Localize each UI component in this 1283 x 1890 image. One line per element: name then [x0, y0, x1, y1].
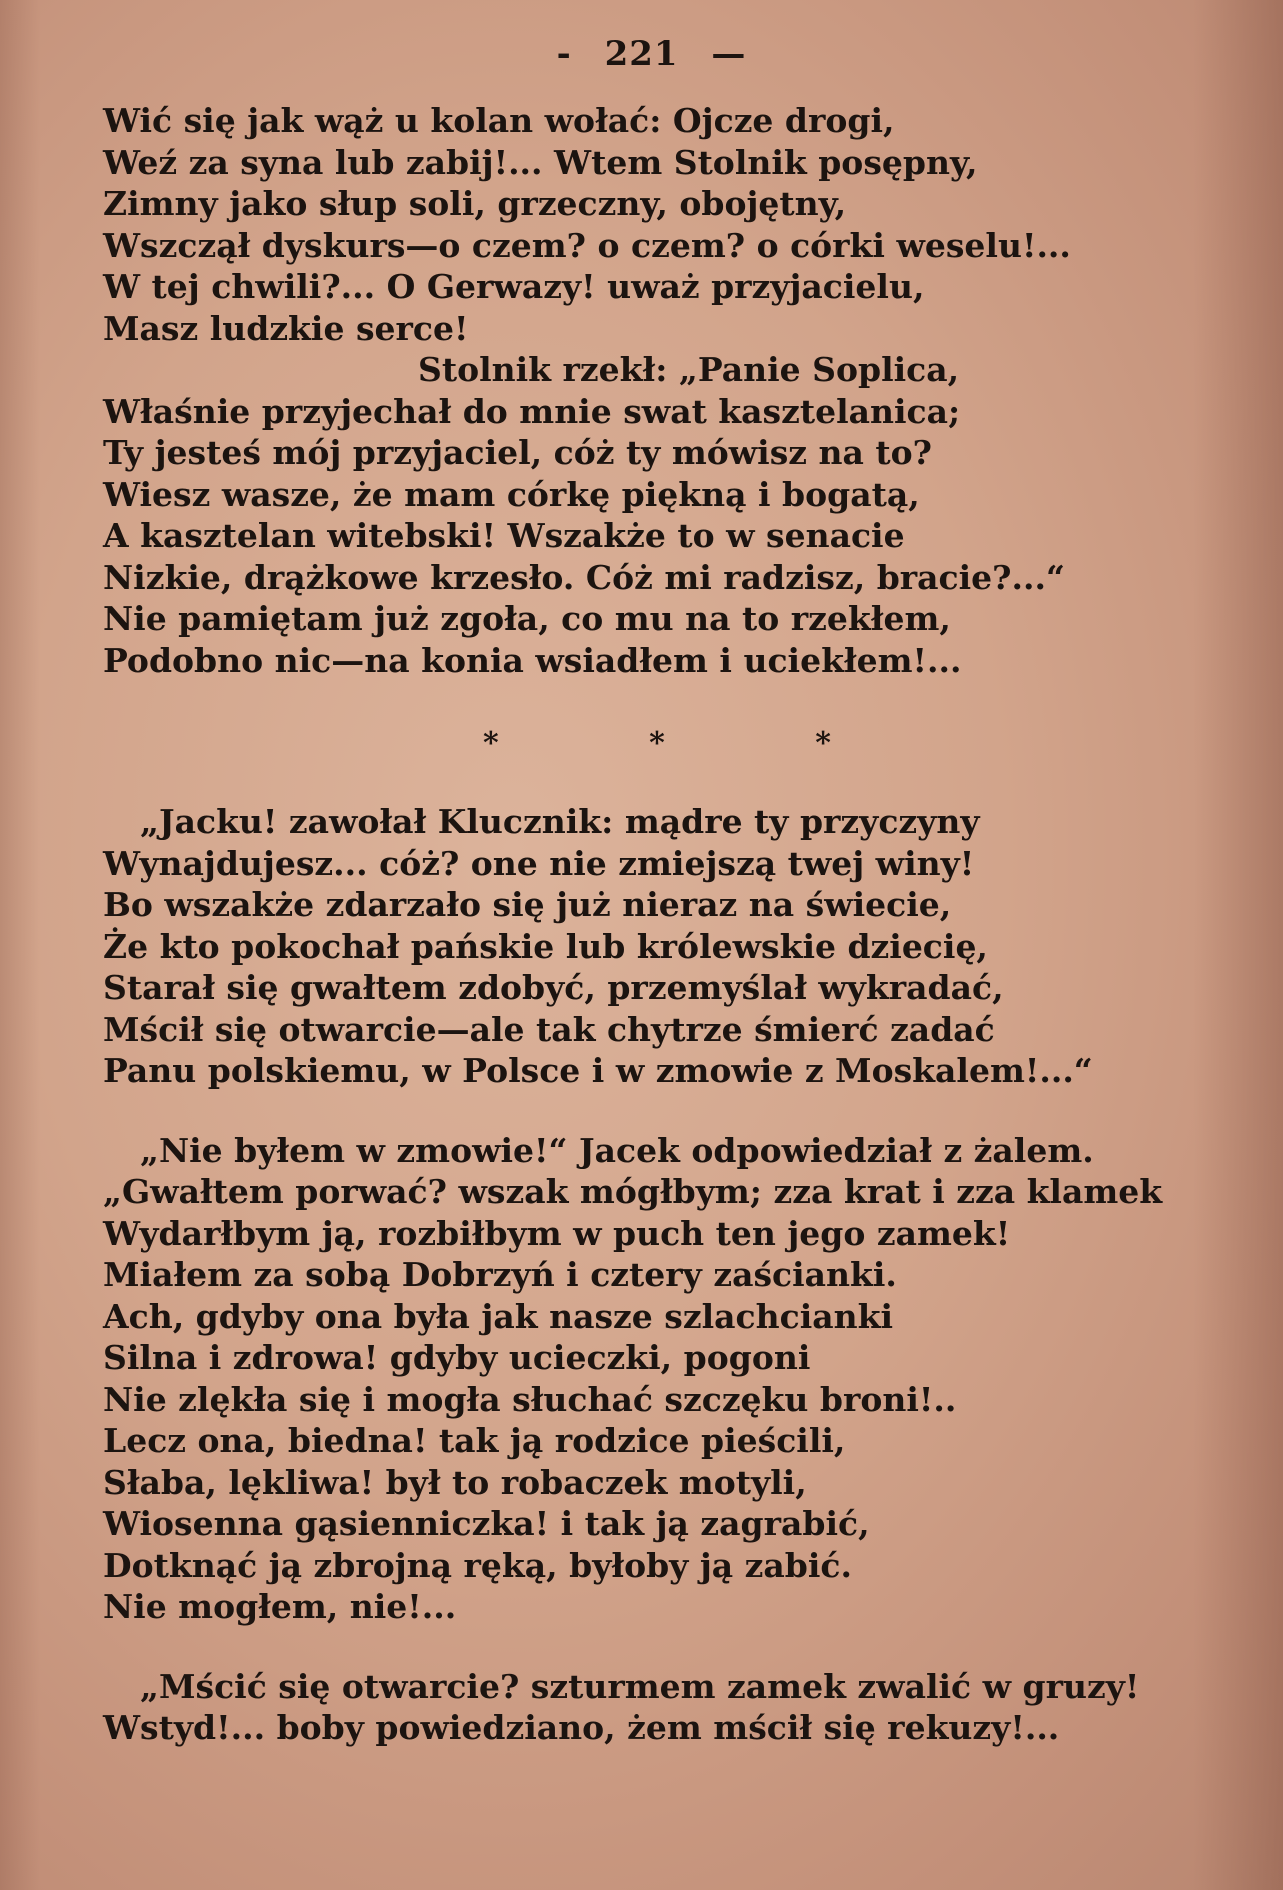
verse-line: Lecz ona, biedna! tak ją rodzice pieścili, — [103, 1421, 846, 1460]
verse-line: Stolnik rzekł: „Panie Soplica, — [418, 350, 960, 389]
verse-line: Wynajdujesz... cóż? one nie zmiejszą twej winy! — [103, 843, 975, 883]
verse-line: Wstyd!... boby powiedziano, żem mścił się rekuzy!... — [103, 1708, 1060, 1747]
verse-line: Zimny jako słup soli, grzeczny, obojętny, — [103, 184, 847, 223]
verse-line: „Mścić się otwarcie? szturmem zamek zwalić w gruzy! — [140, 1666, 1140, 1706]
verse-line: A kasztelan witebski! Wszakże to w senacie — [103, 516, 905, 555]
verse-line: Wiesz wasze, że mam córkę piękną i bogatą, — [103, 474, 920, 514]
spacer — [103, 779, 1183, 801]
verse-line: W tej chwili?... O Gerwazy! uważ przyjacielu, — [103, 267, 925, 306]
verse-line: „Gwałtem porwać? wszak mógłbym; zza krat i zza klamek — [103, 1172, 1163, 1211]
verse-line: Weź za syna lub zabij!... Wtem Stolnik posępny, — [103, 142, 978, 182]
verse-line: Wszczął dyskurs—o czem? o czem? o córki weselu!... — [103, 225, 1071, 265]
header-dash-right: — — [711, 34, 747, 74]
verse-line: Ach, gdyby ona była jak nasze szlachcianki — [103, 1296, 894, 1336]
verse-line: Miałem za sobą Dobrzyń i cztery zaścianki. — [103, 1255, 897, 1294]
verse-line: Nie pamiętam już zgoła, co mu na to rzekłem, — [103, 599, 951, 638]
verse-line: Wić się jak wąż u kolan wołać: Ojcze drogi, — [103, 101, 895, 140]
verse-line: „Nie byłem w zmowie!“ Jacek odpowiedział z żalem. — [140, 1130, 1094, 1170]
page-header — [0, 34, 1283, 90]
spacer — [103, 1092, 1183, 1130]
verse-line: Właśnie przyjechał do mnie swat kasztelanica; — [103, 391, 961, 431]
verse-line: Że kto pokochał pańskie lub królewskie dziecię, — [103, 926, 988, 966]
verse-line: Nie mogłem, nie!... — [103, 1587, 457, 1626]
page-number: 221 — [604, 34, 679, 74]
section-separator: * * * — [483, 726, 901, 761]
verse-line: Bo wszakże zdarzało się już nieraz na świecie, — [103, 885, 952, 924]
verse-line: Słaba, lękliwa! był to robaczek motyli, — [103, 1462, 807, 1502]
verse-line: Panu polskiemu, w Polsce i w zmowie z Moskalem!...“ — [103, 1051, 1093, 1090]
verse-line: Wydarłbym ją, rozbiłbym w puch ten jego zamek! — [103, 1213, 1011, 1253]
header-dash-left: - — [556, 34, 572, 74]
verse-line: Starał się gwałtem zdobyć, przemyślał wykradać, — [103, 968, 1004, 1007]
verse-line: Nie zlękła się i mogła słuchać szczęku broni!.. — [103, 1379, 957, 1419]
verse-line: Masz ludzkie serce! — [103, 308, 469, 348]
verse-line: Podobno nic—na konia wsiadłem i uciekłem!... — [103, 640, 962, 680]
page-edge-shadow — [1193, 0, 1283, 1890]
verse-line: Dotknąć ją zbrojną ręką, byłoby ją zabić. — [103, 1545, 852, 1585]
spacer — [103, 681, 1183, 709]
verse-line: Mścił się otwarcie—ale tak chytrze śmierć zadać — [103, 1009, 995, 1049]
verse-line: „Jacku! zawołał Klucznik: mądre ty przyczyny — [140, 802, 980, 841]
verse-line: Silna i zdrowa! gdyby ucieczki, pogoni — [103, 1338, 811, 1377]
poem-text — [103, 100, 1183, 1749]
verse-line: Nizkie, drążkowe krzesło. Cóż mi radzisz, bracie?...“ — [103, 557, 1065, 597]
spacer — [103, 1628, 1183, 1666]
page-gutter-shadow — [0, 0, 40, 1890]
verse-line: Ty jesteś mój przyjaciel, cóż ty mówisz na to? — [103, 433, 932, 472]
verse-line: Wiosenna gąsienniczka! i tak ją zagrabić, — [103, 1504, 870, 1543]
